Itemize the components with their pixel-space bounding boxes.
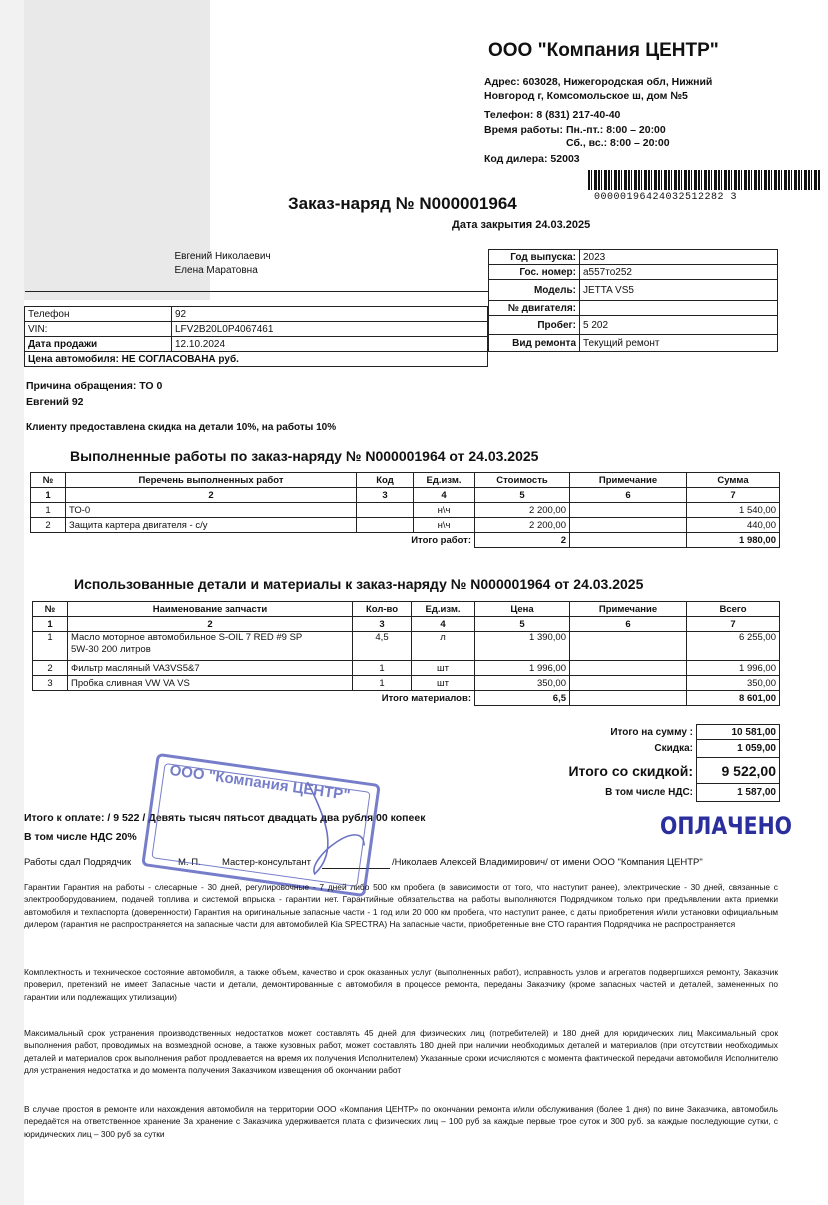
client-info-table — [24, 249, 488, 367]
cell: шт — [412, 676, 475, 691]
company-address-line2: Новгород г, Комсомольское ш, дом №5 — [484, 90, 688, 102]
vin-value: LFV2B20L0P4067461 — [172, 322, 488, 337]
works-num-7: 7 — [687, 488, 780, 503]
parts-num-2: 2 — [68, 617, 353, 632]
year-label: Год выпуска: — [489, 250, 580, 265]
left-page-margin — [0, 0, 24, 1205]
parts-num-5: 5 — [475, 617, 570, 632]
cell — [68, 632, 353, 661]
client-name-1: Евгений Николаевич — [174, 250, 271, 262]
works-col-cost: Стоимость — [475, 473, 570, 488]
final-value: 9 522,00 — [697, 758, 780, 784]
works-total-label: Итого работ: — [411, 534, 471, 546]
cell: Фильтр масляный VA3VS5&7 — [68, 661, 353, 676]
repair-value: Текущий ремонт — [580, 335, 778, 352]
part-name-line1: Масло моторное автомобильное S-OIL 7 RED #9 SP — [71, 632, 303, 643]
cell — [570, 503, 687, 518]
company-address-line1: Адрес: 603028, Нижегородская обл, Нижний — [484, 76, 713, 88]
works-total-qty: 2 — [475, 533, 570, 548]
paid-stamp: ОПЛАЧЕНО — [660, 812, 792, 840]
works-num-5: 5 — [475, 488, 570, 503]
works-num-3: 3 — [357, 488, 414, 503]
mp-label: М. П. — [178, 857, 201, 868]
parts-col-total: Всего — [687, 602, 780, 617]
discount-value: 1 059,00 — [697, 740, 780, 758]
table-row — [33, 661, 780, 676]
works-heading: Выполненные работы по заказ-наряду № N000001964 от 24.03.2025 — [70, 448, 539, 464]
part-name-line2: 5W-30 200 литров — [71, 644, 151, 655]
cell: 1 390,00 — [475, 632, 570, 661]
cell — [570, 632, 687, 661]
cell — [570, 661, 687, 676]
closed-date: Дата закрытия 24.03.2025 — [452, 219, 591, 231]
parts-table — [32, 601, 780, 706]
works-col-sum: Сумма — [687, 473, 780, 488]
barcode-number: 00000196424032512282 3 — [594, 192, 738, 203]
parts-col-name: Наименование запчасти — [68, 602, 353, 617]
cell: 1 — [353, 661, 412, 676]
vat-label: В том числе НДС: — [605, 787, 693, 798]
cell: 2 200,00 — [475, 503, 570, 518]
discount-label: Скидка: — [654, 743, 693, 754]
cell: 1 540,00 — [687, 503, 780, 518]
mileage-value: 5 202 — [580, 316, 778, 335]
cell: 2 — [31, 518, 66, 533]
legal-completeness: Комплектность и техническое состояние автомобиля, а также объем, качество и срок оказанных услуг (выполненных работ), исправность узлов и агрегатов подвергшихся ремонту, Заказчик проверил, претензий не имеет Запасные части и детали, демонтированные с автомобиля в процессе ремонта, переданы Заказчику (кроме запасных частей и деталей, замененных по гарантии или подлежащих утилизации) — [24, 967, 778, 1002]
vehicle-info-table — [488, 249, 778, 352]
vat-value: 1 587,00 — [697, 784, 780, 802]
cell: 440,00 — [687, 518, 780, 533]
repair-label: Вид ремонта — [489, 335, 580, 352]
sale-date-label: Дата продажи — [25, 337, 172, 352]
hours-weekday: Пн.-пт.: 8:00 – 20:00 — [566, 124, 666, 136]
hours-weekend: Сб., вс.: 8:00 – 20:00 — [566, 137, 670, 149]
works-col-name: Перечень выполненных работ — [66, 473, 357, 488]
works-col-unit: Ед.изм. — [414, 473, 475, 488]
cell: 1 996,00 — [475, 661, 570, 676]
year-value: 2023 — [580, 250, 778, 265]
vin-label: VIN: — [25, 322, 172, 337]
mileage-label: Пробег: — [489, 316, 580, 335]
parts-col-num: № — [33, 602, 68, 617]
legal-warranty: Гарантии Гарантия на работы - слесарные - 30 дней, регулировочные - 7 дней либо 500 км пробега (в зависимости от того, что наступит ранее), электрические - 30 дней, связанные с электрооборудованием, подачей топлива и системой впрыска - гарантии нет. Гарантийные обязательства на работы выполняются Подрядчиком только при предъявлении акта приемки автомобиля и техпаспорта (доверенности) Гарантия на оригинальные запасные части - 1 год или 20 000 км пробега, что наступит ранее, с даты приобретения и/или установки официальным дилером (гарантия не распространяется на запасные части для автомобилей Kia SPECTRA) На запасные части, приобретенные вне СТО гарантия Подрядчика не распространяется — [24, 882, 778, 930]
sale-date-value: 12.10.2024 — [172, 337, 488, 352]
cell: Пробка сливная VW VA VS — [68, 676, 353, 691]
works-num-1: 1 — [31, 488, 66, 503]
table-row — [33, 632, 780, 661]
seal-text: ООО "Компания ЦЕНТР" — [168, 761, 352, 805]
cell: 350,00 — [475, 676, 570, 691]
cell: 2 200,00 — [475, 518, 570, 533]
cell: 3 — [33, 676, 68, 691]
legal-storage: В случае простоя в ремонте или нахождения автомобиля на территории ООО «Компания ЦЕНТР» по окончании ремонта и/или обслуживания (более 1 дня) по вине Заказчика, автомобиль передаётся на ответственное хранение За хранение с Заказчика удерживается плата с физических лиц – 100 руб за каждые первые трое суток и 300 руб. за каждые последующие сутки, с юридических лиц – 300 руб за сутки — [24, 1104, 778, 1139]
parts-total-qty: 6,5 — [475, 691, 570, 706]
cell — [357, 503, 414, 518]
dealer-code: Код дилера: 52003 — [484, 153, 580, 165]
parts-col-qty: Кол-во — [353, 602, 412, 617]
hours-label: Время работы: — [484, 124, 564, 136]
engine-value — [580, 301, 778, 316]
parts-col-note: Примечание — [570, 602, 687, 617]
plate-label: Гос. номер: — [489, 265, 580, 280]
table-row — [31, 503, 780, 518]
cell: л — [412, 632, 475, 661]
table-row — [33, 676, 780, 691]
cell: 1 — [31, 503, 66, 518]
discount-note: Клиенту предоставлена скидка на детали 10%, на работы 10% — [26, 422, 337, 433]
parts-num-4: 4 — [412, 617, 475, 632]
works-col-code: Код — [357, 473, 414, 488]
document-title: Заказ-наряд № N000001964 — [288, 194, 517, 213]
phone-value: 92 — [172, 307, 488, 322]
payment-line: Итого к оплате: / 9 522 / Девять тысяч пятьсот двадцать два рубля 00 копеек — [24, 812, 426, 824]
sum-value: 10 581,00 — [697, 725, 780, 740]
model-value: JETTA VS5 — [580, 280, 778, 301]
phone-label: Телефон — [25, 307, 172, 322]
cell: шт — [412, 661, 475, 676]
cell — [570, 676, 687, 691]
cell: 6 255,00 — [687, 632, 780, 661]
company-name: ООО "Компания ЦЕНТР" — [488, 40, 719, 61]
cell — [570, 518, 687, 533]
parts-num-3: 3 — [353, 617, 412, 632]
parts-num-6: 6 — [570, 617, 687, 632]
sum-label: Итого на сумму : — [610, 726, 693, 738]
cell: н\ч — [414, 503, 475, 518]
signature-scribble — [145, 756, 378, 894]
cell: 1 996,00 — [687, 661, 780, 676]
works-table — [30, 472, 780, 548]
barcode — [588, 170, 820, 190]
master-name: /Николаев Алексей Владимирович/ от имени ООО "Компания ЦЕНТР" — [392, 857, 703, 868]
cell: н\ч — [414, 518, 475, 533]
parts-col-unit: Ед.изм. — [412, 602, 475, 617]
table-row — [31, 518, 780, 533]
visit-reason: Причина обращения: ТО 0 — [26, 380, 163, 392]
cell — [357, 518, 414, 533]
company-phone: Телефон: 8 (831) 217-40-40 — [484, 109, 621, 121]
payment-vat: В том числе НДС 20% — [24, 831, 137, 843]
client-name-2: Елена Маратовна — [174, 264, 258, 276]
works-col-note: Примечание — [570, 473, 687, 488]
parts-total-sum: 8 601,00 — [687, 691, 780, 706]
car-price: Цена автомобиля: НЕ СОГЛАСОВАНА руб. — [25, 352, 488, 367]
cell: 2 — [33, 661, 68, 676]
totals-table — [540, 724, 780, 802]
plate-value: а557то252 — [580, 265, 778, 280]
engine-label: № двигателя: — [489, 301, 580, 316]
company-seal — [141, 753, 381, 897]
parts-col-price: Цена — [475, 602, 570, 617]
parts-total-label: Итого материалов: — [381, 692, 471, 704]
parts-num-7: 7 — [687, 617, 780, 632]
parts-num-1: 1 — [33, 617, 68, 632]
model-label: Модель: — [489, 280, 580, 301]
cell: ТО-0 — [66, 503, 357, 518]
final-label: Итого со скидкой: — [568, 762, 693, 779]
cell: 350,00 — [687, 676, 780, 691]
parts-heading: Использованные детали и материалы к заказ-наряду № N000001964 от 24.03.2025 — [74, 576, 644, 592]
works-total-sum: 1 980,00 — [687, 533, 780, 548]
master-label: Мастер-консультант — [222, 857, 311, 868]
contact-line: Евгений 92 — [26, 396, 84, 408]
works-num-2: 2 — [66, 488, 357, 503]
cell: Защита картера двигателя - с/у — [66, 518, 357, 533]
works-col-num: № — [31, 473, 66, 488]
works-num-6: 6 — [570, 488, 687, 503]
cell: 1 — [353, 676, 412, 691]
legal-terms: Максимальный срок устранения производственных недостатков может составлять 45 дней для физических лиц (потребителей) и 180 дней для юридических лиц Максимальный срок выполнения работ, проводимых на возмездной основе, а также кузовных работ, может составлять 180 дней при наличии необходимых деталей и материалов (при отсутствии необходимых деталей и материалов срок выполнения работ продлевается на время их получения Исполнителем) Указанные сроки исчисляются с момента фактической передачи автомобиля Исполнителю для устранения недостатка и до момента получения Заказчиком извещения об окончании работ — [24, 1028, 778, 1076]
works-num-4: 4 — [414, 488, 475, 503]
cell: 1 — [33, 632, 68, 661]
cell: 4,5 — [353, 632, 412, 661]
contractor-label: Работы сдал Подрядчик — [24, 857, 132, 868]
